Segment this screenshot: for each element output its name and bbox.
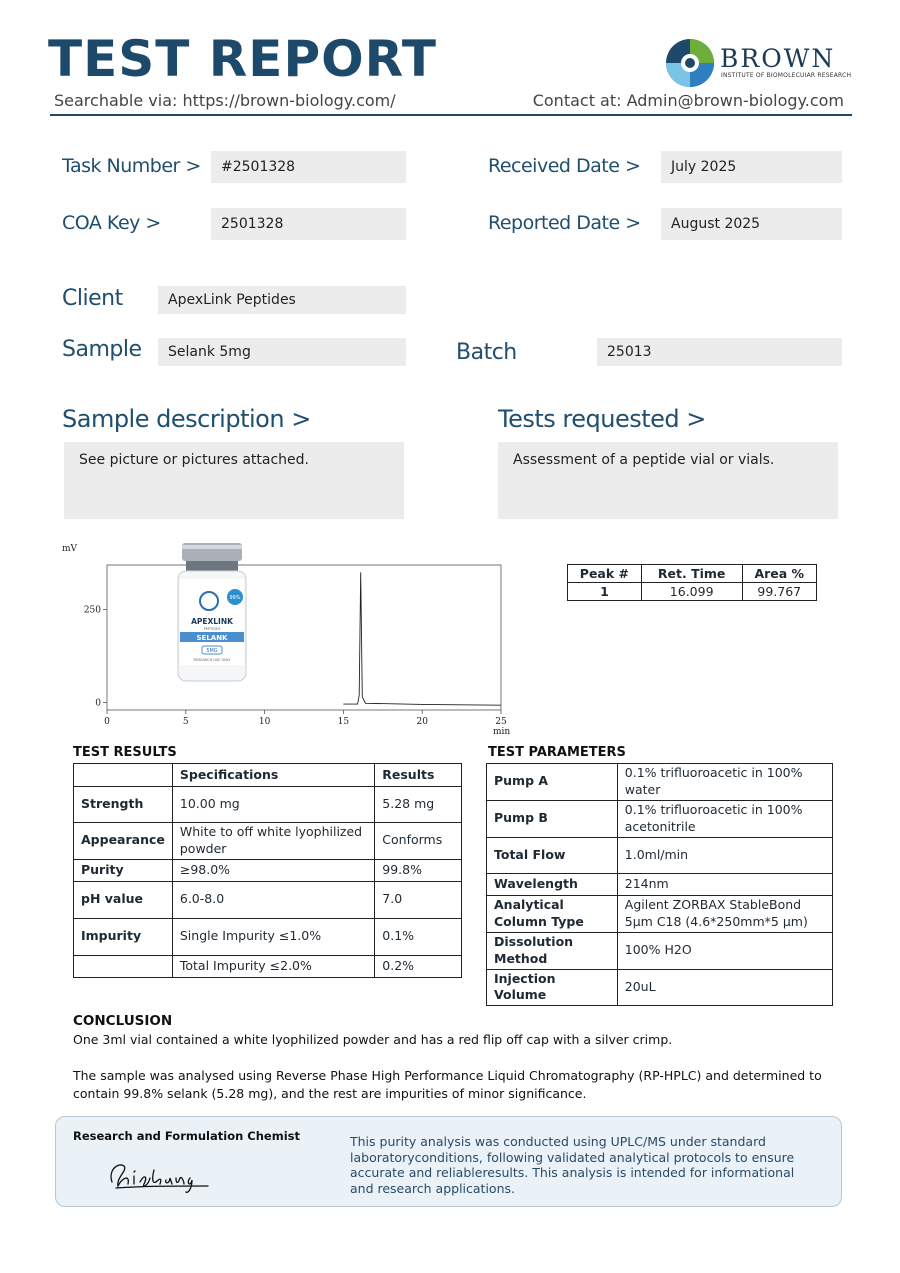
task-number-label: Task Number > <box>62 155 201 177</box>
param-label: Analytical Column Type <box>487 895 618 932</box>
table-cell-result: 0.2% <box>375 955 462 977</box>
tests-requested-box: Assessment of a peptide vial or vials. <box>498 442 838 519</box>
task-number-value: #2501328 <box>211 151 406 183</box>
table-row-label: Appearance <box>74 823 173 860</box>
results-header: Results <box>375 764 462 787</box>
contact-email: Contact at: Admin@brown-biology.com <box>532 91 844 110</box>
test-results-heading: TEST RESULTS <box>73 745 177 760</box>
vial-photo <box>176 543 248 683</box>
table-cell-result: 7.0 <box>375 881 462 918</box>
param-value: 20uL <box>617 969 832 1006</box>
param-label: Pump B <box>487 800 618 837</box>
coa-key-value: 2501328 <box>211 208 406 240</box>
param-value: 0.1% trifluoroacetic in 100% acetonitrile <box>617 800 832 837</box>
y-axis-unit: mV <box>62 544 78 554</box>
table-cell-spec: Single Impurity ≤1.0% <box>172 918 374 955</box>
x-tick-label: 10 <box>258 717 271 727</box>
sample-description-label: Sample description > <box>62 405 311 433</box>
table-cell-spec: White to off white lyophilized powder <box>172 823 374 860</box>
received-date-label: Received Date > <box>488 155 641 177</box>
param-value: 1.0ml/min <box>617 837 832 873</box>
footer-disclaimer: This purity analysis was conducted using UPLC/MS under standard laboratoryconditions, following validated analytical protocols to ensure accurate and reliableresults. This analysis is intended for informational and research applications. <box>350 1134 795 1196</box>
vial-brand-sub: PEPTIDES <box>203 627 221 631</box>
institute-name: BROWN <box>720 44 836 73</box>
header-divider <box>50 114 852 116</box>
param-label: Injection Volume <box>487 969 618 1006</box>
x-tick-label: 5 <box>182 717 189 727</box>
client-value: ApexLink Peptides <box>158 286 406 314</box>
sample-value: Selank 5mg <box>158 338 406 366</box>
peak-number: 1 <box>568 583 642 601</box>
area-header: Area % <box>742 565 816 583</box>
received-date-value: July 2025 <box>661 151 842 183</box>
table-cell-result: Conforms <box>375 823 462 860</box>
table-cell-spec: Total Impurity ≤2.0% <box>172 955 374 977</box>
ret-time-header: Ret. Time <box>641 565 742 583</box>
param-value: 0.1% trifluoroacetic in 100% water <box>617 764 832 801</box>
conclusion-paragraph-2: The sample was analysed using Reverse Phase High Performance Liquid Chromatography (RP-HPLC) and determined to contain 99.8% selank (5.28 mg), and the rest are impurities of minor significance. <box>73 1068 822 1102</box>
param-label: Total Flow <box>487 837 618 873</box>
table-cell-spec: 10.00 mg <box>172 787 374 823</box>
vial-brand: APEXLINK <box>191 617 233 626</box>
peak-header: Peak # <box>568 565 642 583</box>
param-label: Dissolution Method <box>487 932 618 969</box>
client-label: Client <box>62 286 123 311</box>
chromatogram-trace <box>343 572 501 705</box>
sample-label: Sample <box>62 337 142 362</box>
x-tick-label: 25 <box>495 717 507 727</box>
vial-badge: 99% <box>229 595 241 601</box>
table-cell-result: 5.28 mg <box>375 787 462 823</box>
vial-dose: 5MG <box>206 648 218 654</box>
table-cell-result: 0.1% <box>375 918 462 955</box>
vial-product: SELANK <box>196 634 228 642</box>
sample-description-box: See picture or pictures attached. <box>64 442 404 519</box>
batch-label: Batch <box>456 340 517 365</box>
chemist-title: Research and Formulation Chemist <box>73 1129 300 1143</box>
plot-frame <box>107 565 501 710</box>
conclusion-paragraph-1: One 3ml vial contained a white lyophilized powder and has a red flip off cap with a silver crimp. <box>73 1032 673 1047</box>
batch-value: 25013 <box>597 338 842 366</box>
table-row-label <box>74 955 173 977</box>
param-value: 100% H2O <box>617 932 832 969</box>
peak-table <box>567 564 817 601</box>
results-header-empty <box>74 764 173 787</box>
specifications-header: Specifications <box>172 764 374 787</box>
y-tick-label: 0 <box>95 698 101 709</box>
table-cell-result: 99.8% <box>375 859 462 881</box>
x-tick-label: 20 <box>416 717 428 727</box>
table-row-label: Strength <box>74 787 173 823</box>
param-value: 214nm <box>617 873 832 895</box>
param-label: Wavelength <box>487 873 618 895</box>
institute-subtitle: INSTITUTE OF BIOMOLECUIAR RESEARCH <box>721 72 852 79</box>
table-cell-spec: ≥98.0% <box>172 859 374 881</box>
chromatogram-chart <box>60 538 510 738</box>
test-parameters-heading: TEST PARAMETERS <box>488 745 626 760</box>
param-value: Agilent ZORBAX StableBond 5μm C18 (4.6*250mm*5 μm) <box>617 895 832 932</box>
tests-requested-label: Tests requested > <box>498 405 706 433</box>
x-axis-unit: min <box>493 727 510 737</box>
table-row-label: Impurity <box>74 918 173 955</box>
table-cell-spec: 6.0-8.0 <box>172 881 374 918</box>
conclusion-heading: CONCLUSION <box>73 1013 173 1029</box>
x-tick-label: 15 <box>337 717 350 727</box>
x-tick-label: 0 <box>104 717 110 727</box>
table-row-label: Purity <box>74 859 173 881</box>
y-tick-label: 250 <box>83 605 101 616</box>
param-label: Pump A <box>487 764 618 801</box>
reported-date-value: August 2025 <box>661 208 842 240</box>
reported-date-label: Reported Date > <box>488 212 641 234</box>
table-row-label: pH value <box>74 881 173 918</box>
report-title: TEST REPORT <box>48 30 437 88</box>
institute-logo-icon <box>664 37 716 89</box>
test-parameters-table <box>486 763 833 1006</box>
searchable-url: Searchable via: https://brown-biology.com/ <box>54 91 396 110</box>
signature <box>104 1152 214 1197</box>
coa-key-label: COA Key > <box>62 212 161 234</box>
area-value: 99.767 <box>742 583 816 601</box>
test-results-table <box>73 763 462 978</box>
vial-note: RESEARCH USE ONLY <box>193 658 231 662</box>
ret-time-value: 16.099 <box>641 583 742 601</box>
